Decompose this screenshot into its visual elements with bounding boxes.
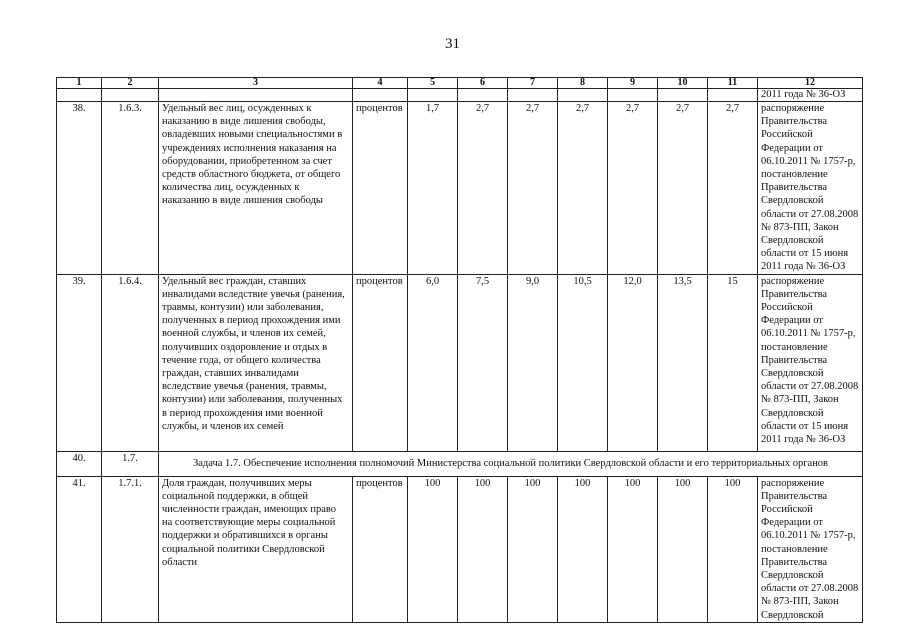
row-value: 100 xyxy=(608,476,658,622)
row-code: 1.7. xyxy=(102,451,159,476)
row-description: Удельный вес граждан, ставших инвалидами вследствие увечья (ранения, травмы, контузии) или заболевания, полученных в период прохождения ими военной службы, и членов их семей, получивших оздоровление и отдых в течение года, от общего количества граждан, ставших инвалидами вследствие увечья (ранения, травмы, контузии) или заболевания, полученных в период прохождения ими военной службы, и членов их семей xyxy=(159,274,353,451)
row-value: 100 xyxy=(708,476,758,622)
row-value: 7,5 xyxy=(458,274,508,451)
row-value: 2,7 xyxy=(558,102,608,275)
page-number: 31 xyxy=(445,36,460,52)
column-header: 10 xyxy=(658,78,708,89)
task-title: Задача 1.7. Обеспечение исполнения полномочий Министерства социальной политики Свердловской области и его территориальных органов xyxy=(159,451,863,476)
row-value: 2,7 xyxy=(658,102,708,275)
column-header: 3 xyxy=(159,78,353,89)
row-value: 100 xyxy=(458,476,508,622)
column-header: 4 xyxy=(353,78,408,89)
row-value: 6,0 xyxy=(408,274,458,451)
column-header: 1 xyxy=(57,78,102,89)
row-unit: процентов xyxy=(353,274,408,451)
table-row xyxy=(57,102,863,275)
column-header: 12 xyxy=(758,78,863,89)
row-code: 1.6.3. xyxy=(102,102,159,275)
row-value: 100 xyxy=(408,476,458,622)
carry-over-text: 2011 года № 36-ОЗ xyxy=(758,89,863,102)
row-value: 100 xyxy=(558,476,608,622)
task-row xyxy=(57,451,863,476)
row-value: 2,7 xyxy=(508,102,558,275)
carry-over-row xyxy=(57,89,863,102)
row-number: 40. xyxy=(57,451,102,476)
row-value: 1,7 xyxy=(408,102,458,275)
row-value: 9,0 xyxy=(508,274,558,451)
table-row xyxy=(57,274,863,451)
row-value: 12,0 xyxy=(608,274,658,451)
column-header: 7 xyxy=(508,78,558,89)
row-value: 13,5 xyxy=(658,274,708,451)
row-value: 10,5 xyxy=(558,274,608,451)
row-reference: распоряжение Правительства Российской Федерации от 06.10.2011 № 1757-р, постановление Правительства Свердловской области от 27.08.2008 № 873-ПП, Закон Свердловской области от 15 июня 2011 года № 36-ОЗ xyxy=(758,274,863,451)
row-unit: процентов xyxy=(353,102,408,275)
row-value: 15 xyxy=(708,274,758,451)
row-description: Удельный вес лиц, осужденных к наказанию в виде лишения свободы, овладевших новыми специальностями в учреждениях исполнения наказания на оборудовании, приобретенном за счет средств областного бюджета, от общего количества лиц, осужденных к наказанию в виде лишения свободы xyxy=(159,102,353,275)
column-header: 6 xyxy=(458,78,508,89)
row-value: 2,7 xyxy=(708,102,758,275)
indicators-table xyxy=(56,77,863,623)
table-row xyxy=(57,476,863,622)
row-reference: распоряжение Правительства Российской Федерации от 06.10.2011 № 1757-р, постановление Правительства Свердловской области от 27.08.2008 № 873-ПП, Закон Свердловской области от 15 июня 2011 года № 36-ОЗ xyxy=(758,102,863,275)
header-row xyxy=(57,78,863,89)
row-code: 1.7.1. xyxy=(102,476,159,622)
row-reference: распоряжение Правительства Российской Федерации от 06.10.2011 № 1757-р, постановление Правительства Свердловской области от 27.08.2008 № 873-ПП, Закон Свердловской xyxy=(758,476,863,622)
row-number: 39. xyxy=(57,274,102,451)
row-value: 2,7 xyxy=(608,102,658,275)
row-number: 38. xyxy=(57,102,102,275)
column-header: 9 xyxy=(608,78,658,89)
row-value: 100 xyxy=(508,476,558,622)
row-description: Доля граждан, получивших меры социальной поддержки, в общей численности граждан, имеющих право на соответствующие меры социальной поддержки и обратившихся в органы социальной политики Свердловской области xyxy=(159,476,353,622)
row-number: 41. xyxy=(57,476,102,622)
column-header: 2 xyxy=(102,78,159,89)
column-header: 8 xyxy=(558,78,608,89)
row-value: 2,7 xyxy=(458,102,508,275)
row-value: 100 xyxy=(658,476,708,622)
column-header: 5 xyxy=(408,78,458,89)
row-unit: процентов xyxy=(353,476,408,622)
row-code: 1.6.4. xyxy=(102,274,159,451)
column-header: 11 xyxy=(708,78,758,89)
